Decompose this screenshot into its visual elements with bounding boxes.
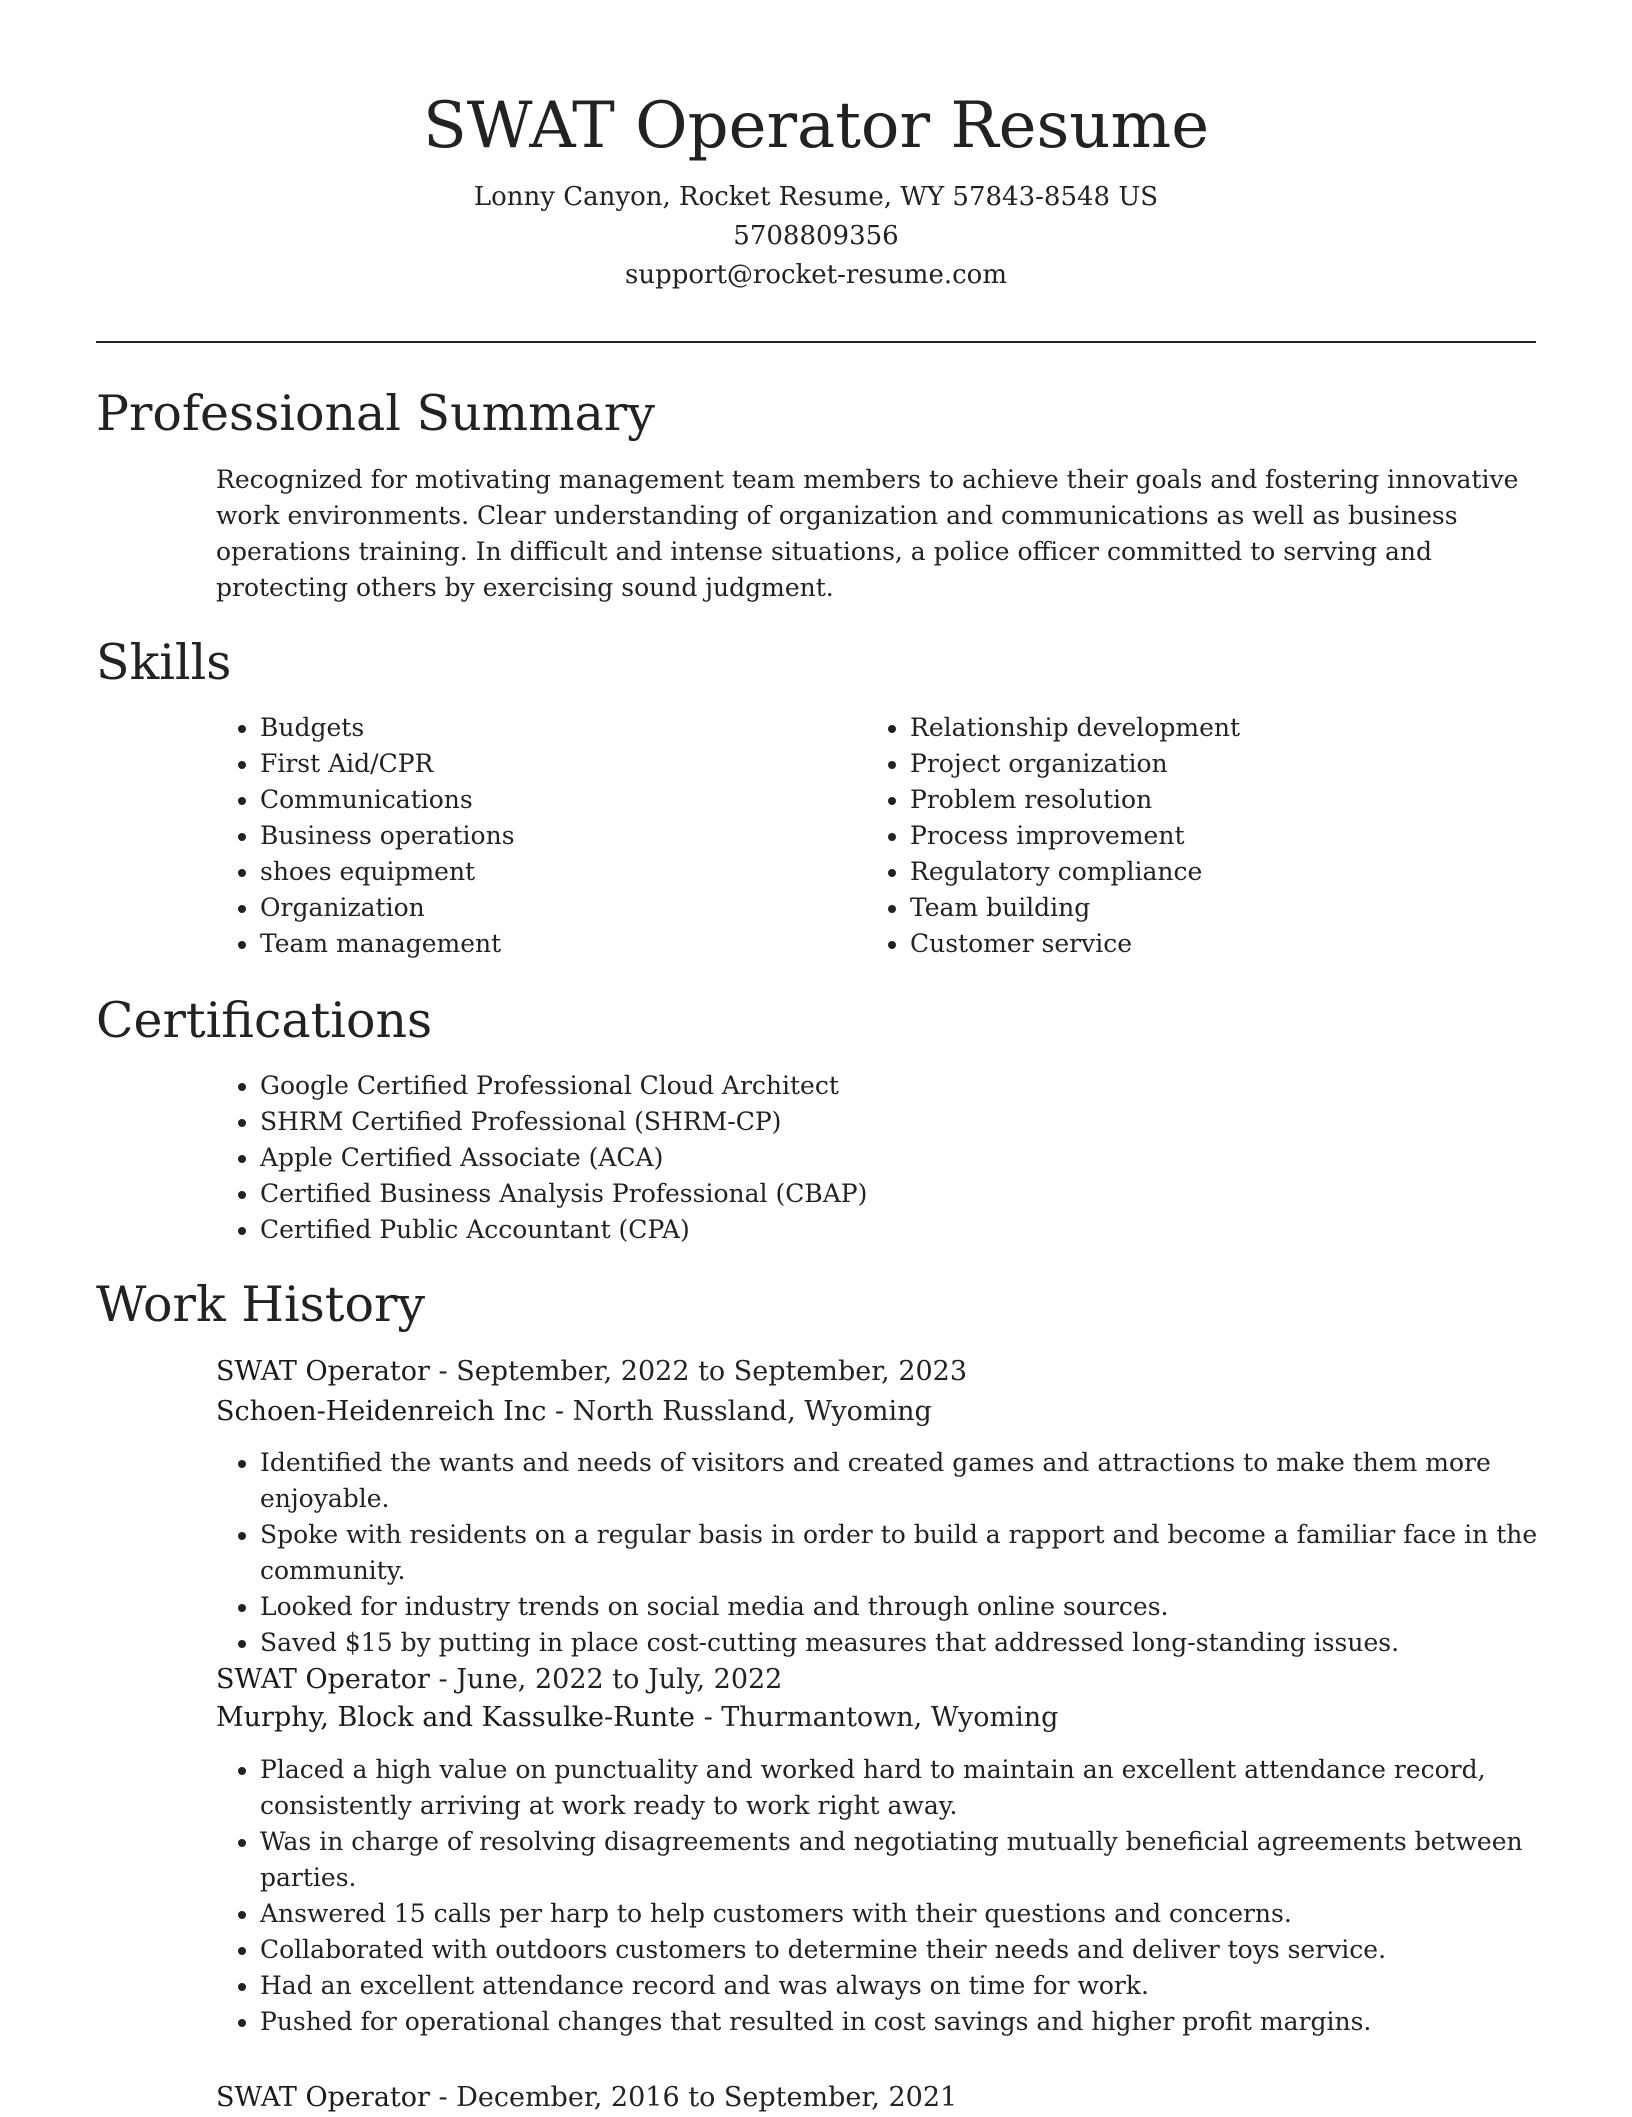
job-location: - Thurmantown, Wyoming: [695, 1702, 1059, 1733]
certifications-list: [216, 1068, 1580, 1248]
job-company: Schoen-Heidenreich Inc: [216, 1396, 547, 1427]
job-title-line: [216, 2078, 957, 2117]
list-item: • Problem resolution: [910, 782, 1570, 818]
job-title-line: [216, 1352, 967, 1391]
list-item: • Team management: [260, 926, 860, 962]
list-item: • Apple Certified Associate (ACA): [260, 1140, 1580, 1176]
list-item: • Spoke with residents on a regular basis in order to build a rapport and become a familiar face in the community.: [260, 1517, 1580, 1589]
list-item: • Regulatory compliance: [910, 854, 1570, 890]
job-company: Murphy, Block and Kassulke-Runte: [216, 1702, 695, 1733]
list-item: • Relationship development: [910, 710, 1570, 746]
job-dates: - December, 2016 to September, 2021: [429, 2082, 958, 2113]
list-item: • Process improvement: [910, 818, 1570, 854]
list-item: • Communications: [260, 782, 860, 818]
job-bullets: [216, 1445, 1580, 1661]
skills-heading: Skills: [96, 634, 232, 691]
certifications-heading: Certifications: [96, 992, 433, 1049]
job-company-line: [216, 1698, 1058, 1737]
list-item: • Customer service: [910, 926, 1570, 962]
job-location: - North Russland, Wyoming: [546, 1396, 932, 1427]
resume-header: [96, 86, 1536, 295]
contact-phone: 5708809356: [733, 221, 899, 251]
list-item: • Google Certified Professional Cloud Architect: [260, 1068, 1580, 1104]
job-title: SWAT Operator: [216, 1356, 430, 1387]
list-item: • Organization: [260, 890, 860, 926]
list-item: • Certified Business Analysis Professional (CBAP): [260, 1176, 1580, 1212]
list-item: • SHRM Certified Professional (SHRM-CP): [260, 1104, 1580, 1140]
list-item: • Business operations: [260, 818, 860, 854]
header-divider: [96, 341, 1536, 343]
job-dates: - September, 2022 to September, 2023: [429, 1356, 968, 1387]
summary-text: Recognized for motivating management team members to achieve their goals and fostering innovative work environments. Clear understanding of organization and communications as well as business operations training. In difficult and intense situations, a police officer committed to serving and protecting others by exercising sound judgment.: [216, 465, 1519, 602]
contact-address: Lonny Canyon, Rocket Resume, WY 57843-8548 US: [473, 182, 1159, 212]
job-title: SWAT Operator: [216, 2082, 430, 2113]
list-item: • First Aid/CPR: [260, 746, 860, 782]
list-item: • Was in charge of resolving disagreements and negotiating mutually beneficial agreements between parties.: [260, 1824, 1580, 1896]
job-title-line: [216, 1660, 782, 1699]
job-company-line: [216, 1392, 932, 1431]
list-item: • Collaborated with outdoors customers to determine their needs and deliver toys service.: [260, 1932, 1580, 1968]
skills-list-left: [216, 710, 860, 962]
work-history-heading: Work History: [96, 1276, 426, 1333]
list-item: • Had an excellent attendance record and was always on time for work.: [260, 1968, 1580, 2004]
list-item: • Pushed for operational changes that resulted in cost savings and higher profit margins.: [260, 2004, 1580, 2040]
list-item: • Project organization: [910, 746, 1570, 782]
list-item: • Placed a high value on punctuality and worked hard to maintain an excellent attendance record, consistently arriving at work ready to work right away.: [260, 1752, 1580, 1824]
page-title: SWAT Operator Resume: [422, 89, 1210, 163]
list-item: • Looked for industry trends on social media and through online sources.: [260, 1589, 1580, 1625]
skills-list-right: [866, 710, 1570, 962]
contact-email: support@rocket-resume.com: [624, 260, 1007, 290]
list-item: • Certified Public Accountant (CPA): [260, 1212, 1580, 1248]
job-bullets: [216, 1752, 1580, 2040]
job-title: SWAT Operator: [216, 1664, 430, 1695]
list-item: • Identified the wants and needs of visitors and created games and attractions to make them more enjoyable.: [260, 1445, 1580, 1517]
list-item: • Budgets: [260, 710, 860, 746]
list-item: • shoes equipment: [260, 854, 860, 890]
job-dates: - June, 2022 to July, 2022: [429, 1664, 783, 1695]
list-item: • Team building: [910, 890, 1570, 926]
list-item: • Saved $15 by putting in place cost-cutting measures that addressed long-standing issues.: [260, 1625, 1580, 1661]
list-item: • Answered 15 calls per harp to help customers with their questions and concerns.: [260, 1896, 1580, 1932]
summary-heading: Professional Summary: [96, 385, 655, 442]
